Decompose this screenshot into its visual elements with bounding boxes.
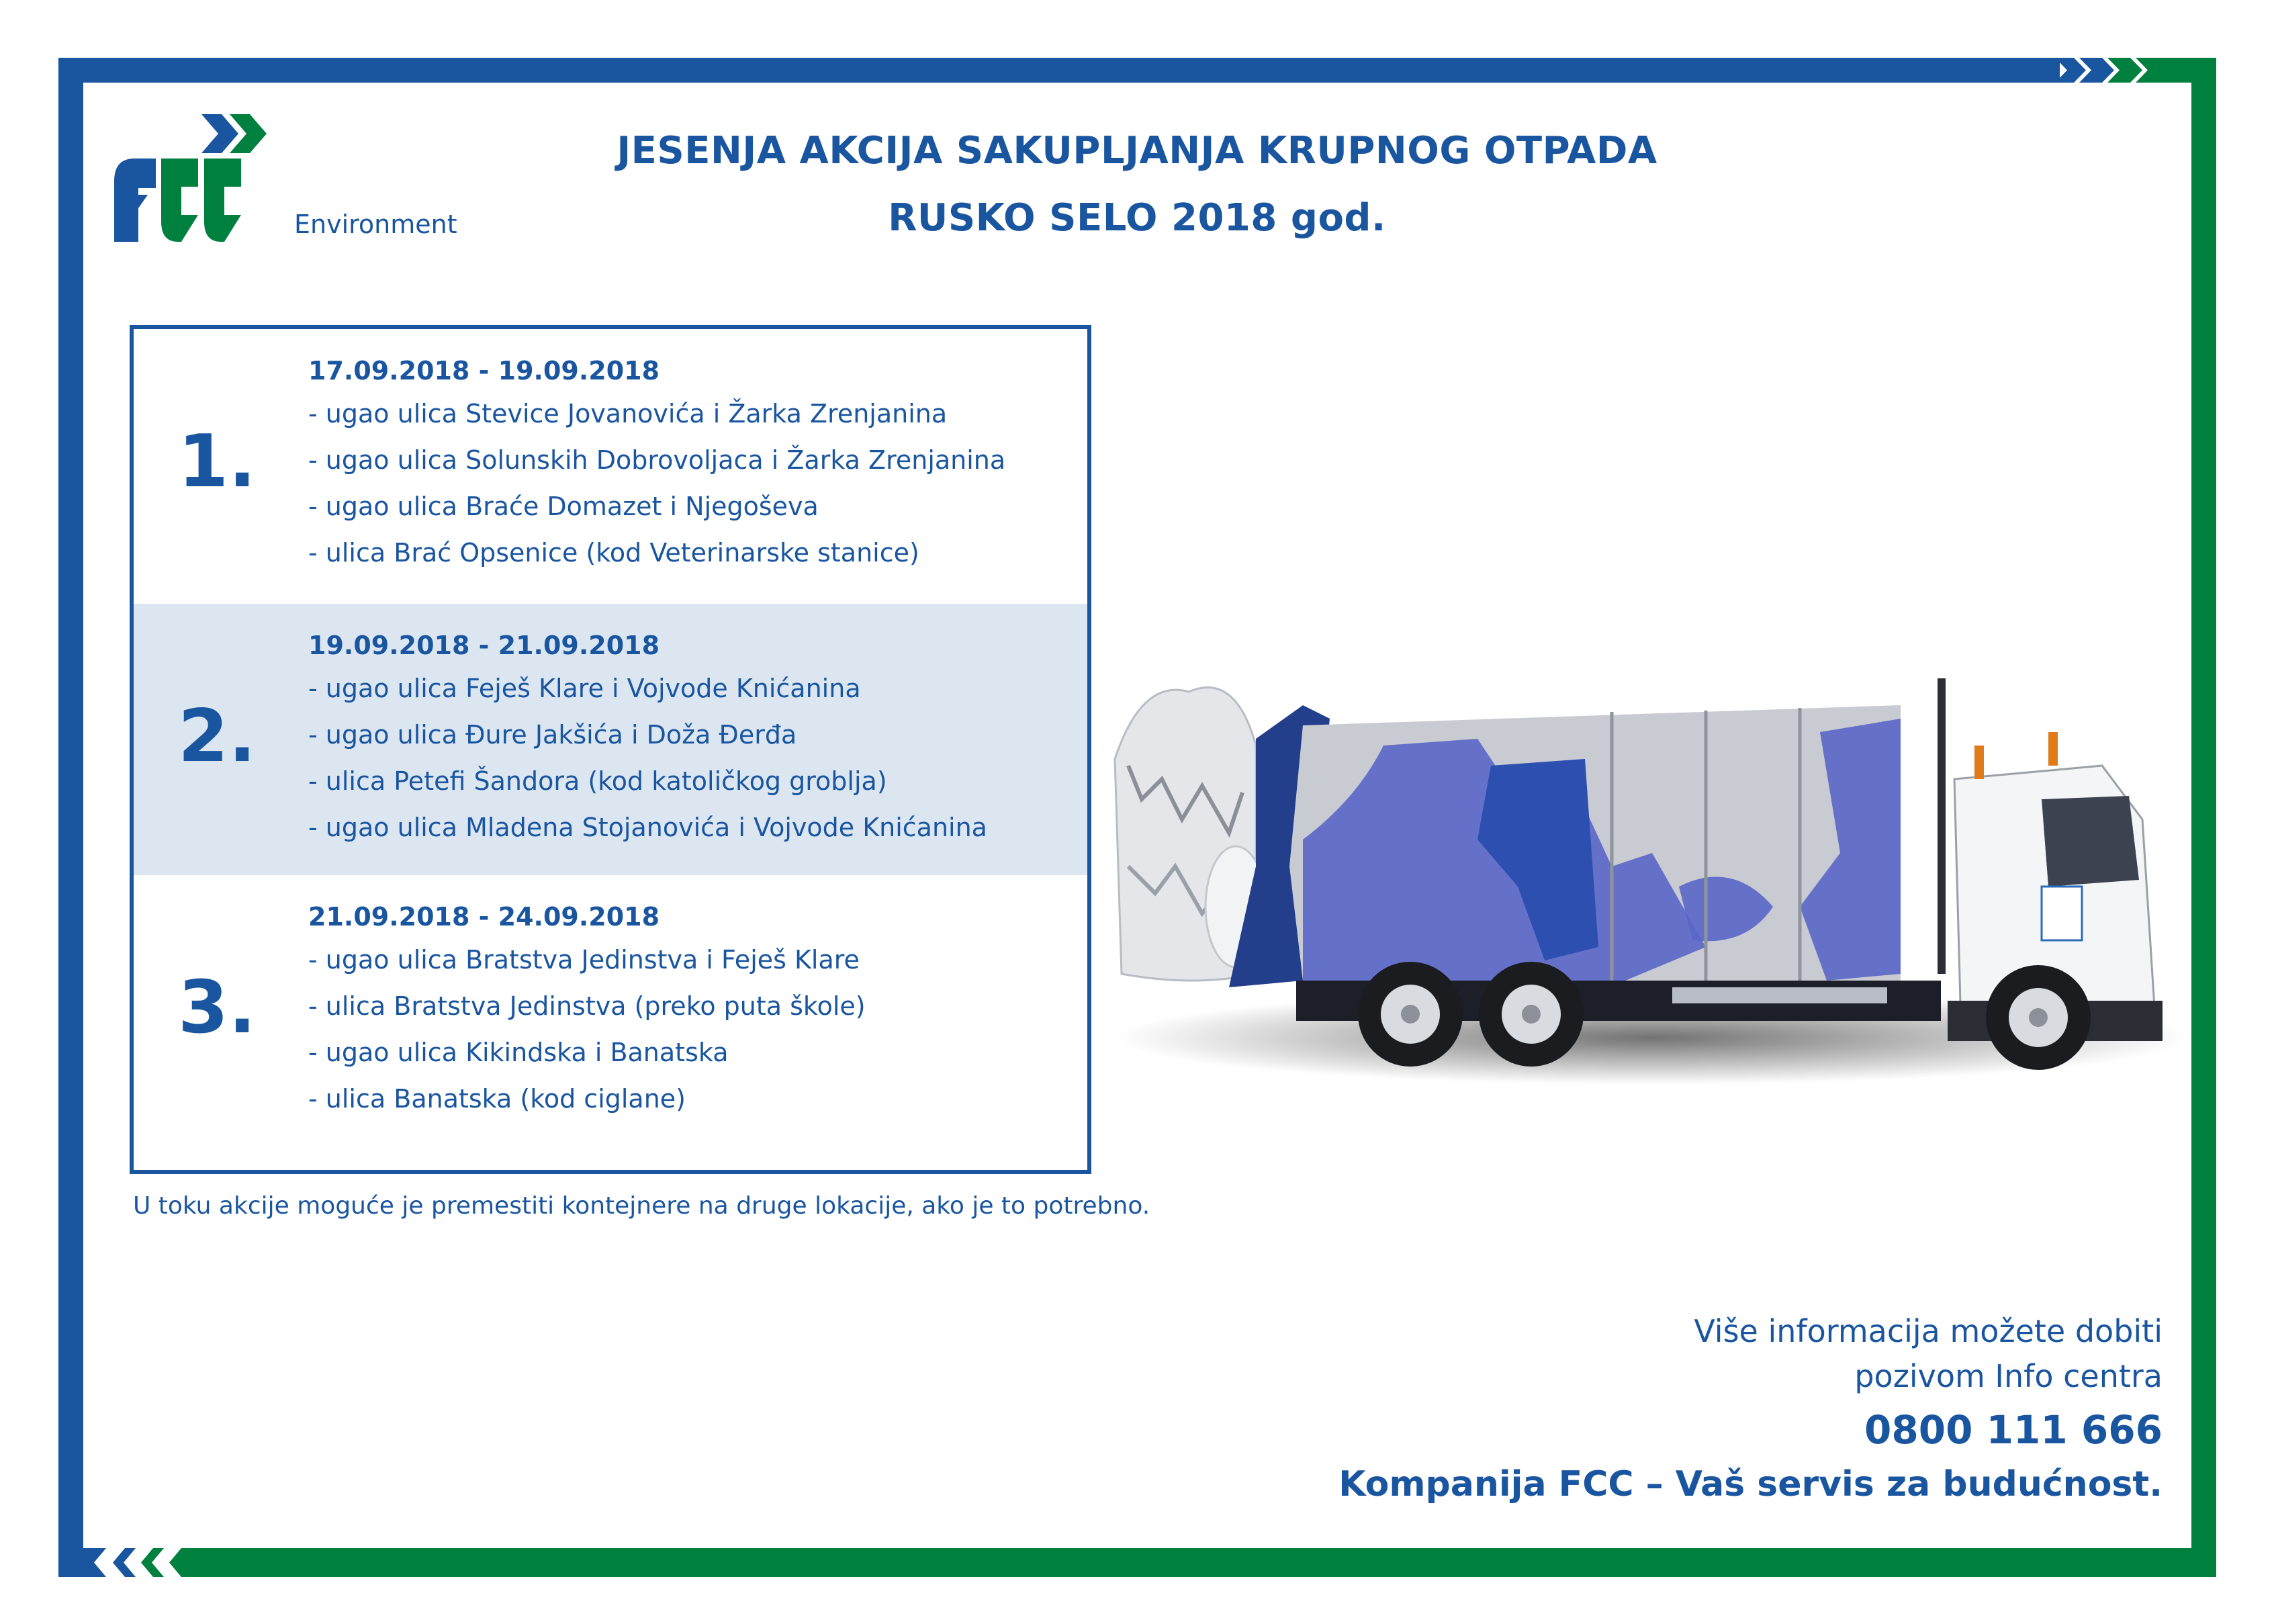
relocation-note: U toku akcije moguće je premestiti kontejnere na druge lokacije, ako je to potrebno. — [133, 1192, 1150, 1220]
wheel-icon — [1479, 962, 1584, 1067]
wheel-icon — [1358, 962, 1463, 1067]
chevron-icon — [169, 1548, 191, 1577]
schedule-row — [134, 329, 1087, 604]
schedule-row — [134, 875, 1087, 1170]
location-item: - ugao ulica Solunskih Dobrovoljaca i Žarka Zrenjanina — [308, 445, 1006, 475]
company-slogan: Kompanija FCC – Vaš servis za budućnost. — [1338, 1464, 2163, 1504]
row-number: 3. — [178, 966, 257, 1050]
row-dates: 17.09.2018 - 19.09.2018 — [308, 356, 660, 386]
location-item: - ugao ulica Bratstva Jedinstva i Feješ Klare — [308, 945, 860, 975]
chevron-icon — [113, 1548, 136, 1577]
info-line-2: pozivom Info centra — [1854, 1358, 2163, 1394]
location-item: - ugao ulica Braće Domazet i Njegoševa — [308, 492, 819, 521]
chevron-icon — [2055, 58, 2086, 83]
garbage-truck-icon — [1101, 665, 2189, 1101]
row-number: 2. — [178, 694, 257, 778]
row-dates: 21.09.2018 - 24.09.2018 — [308, 902, 660, 932]
info-phone: 0800 111 666 — [1864, 1407, 2163, 1453]
location-item: - ulica Bratstva Jedinstva (preko puta škole) — [308, 991, 866, 1021]
wheel-icon — [1986, 965, 2091, 1070]
location-item: - ugao ulica Đure Jakšića i Doža Đerđa — [308, 720, 797, 750]
location-item: - ulica Brać Opsenice (kod Veterinarske stanice) — [308, 538, 919, 568]
location-item: - ugao ulica Stevice Jovanovića i Žarka Zrenjanina — [308, 399, 948, 428]
chevron-icon — [141, 1548, 164, 1577]
page-subtitle: RUSKO SELO 2018 god. — [888, 196, 1386, 240]
info-line-1: Više informacija možete dobiti — [1694, 1313, 2163, 1349]
frame-left-border — [58, 58, 83, 1577]
page-title: JESENJA AKCIJA SAKUPLJANJA KRUPNOG OTPADA — [617, 129, 1657, 173]
schedule-row — [134, 604, 1087, 875]
schedule-table — [130, 325, 1091, 1174]
location-item: - ugao ulica Feješ Klare i Vojvode Knićanina — [308, 674, 861, 703]
row-dates: 19.09.2018 - 21.09.2018 — [308, 631, 660, 660]
frame-top-border — [58, 58, 2060, 83]
location-item: - ulica Petefi Šandora (kod katoličkog groblja) — [308, 766, 887, 796]
frame-bottom-chevrons — [83, 1548, 191, 1577]
row-number: 1. — [178, 420, 257, 504]
frame-bottom-border — [191, 1548, 2216, 1577]
location-item: - ugao ulica Mladena Stojanovića i Vojvode Knićanina — [308, 813, 987, 842]
logo-subtitle: Environment — [294, 210, 457, 239]
chevron-icon — [83, 1548, 106, 1577]
location-item: - ugao ulica Kikindska i Banatska — [308, 1038, 729, 1067]
frame-right-border — [2191, 58, 2216, 1577]
location-item: - ulica Banatska (kod ciglane) — [308, 1084, 686, 1114]
